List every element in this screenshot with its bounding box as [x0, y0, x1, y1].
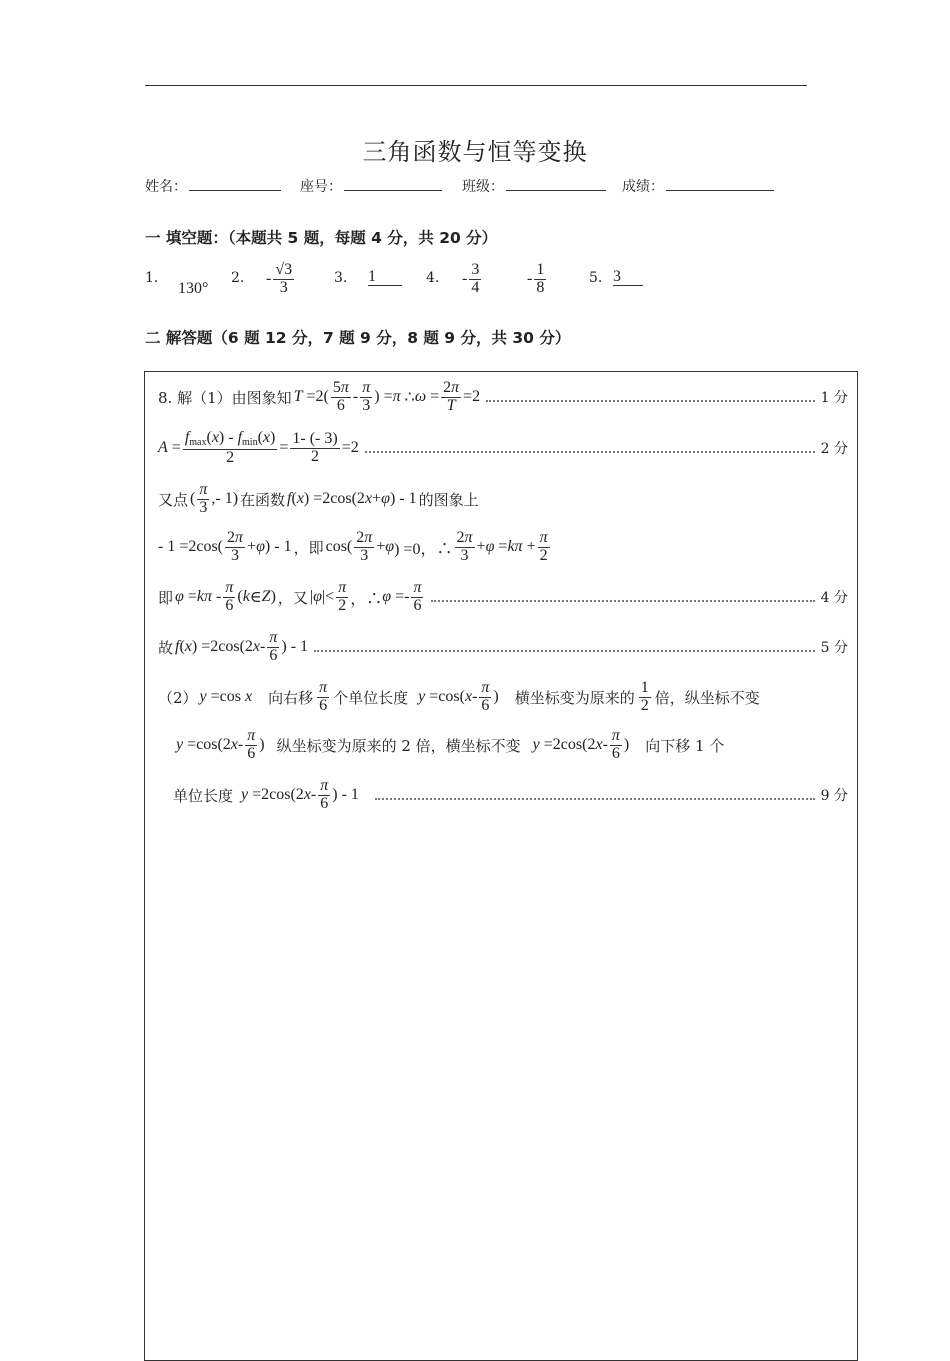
solution-line-7 — [158, 680, 848, 715]
answer3-value — [368, 268, 402, 286]
answer4-no: 4. — [426, 270, 440, 286]
l7-text-b: 向右移 — [268, 688, 314, 707]
l9-math: y =2cos(2 x - $\frac{\pi}{6}$ ) - 1 — [241, 777, 359, 812]
answer3-no: 3. — [334, 270, 348, 286]
l4-math-b: cos( $\frac{2\pi}{3}$ + φ ) =0，∴ $\frac{2\pi}{3}$ + φ = kπ + $\frac{\pi}{2}$ — [325, 529, 548, 564]
l3-text-c: 的图象上 — [418, 490, 479, 509]
answer4-sign1: - — [462, 270, 468, 288]
answer1-value: 130° — [178, 280, 209, 297]
l7-math-b: y =cos( x - $\frac{\pi}{6}$ ) — [418, 679, 499, 714]
l7-math-a: y =cos x — [199, 688, 253, 706]
solution-line-5 — [158, 580, 848, 615]
answer4-den1: 4 — [471, 278, 480, 296]
l3-func: f(x) =2cos(2x+φ) - 1 — [287, 490, 417, 508]
answer4-den2: 8 — [536, 278, 545, 296]
l7-text-e: 倍，纵坐标不变 — [654, 688, 760, 707]
answer4-sign2: - — [527, 270, 533, 288]
name-label: 姓名： — [145, 179, 187, 195]
section2-heading: 二 解答题（6 题 12 分，7 题 9 分，8 题 9 分，共 30 分） — [145, 329, 571, 347]
l1-math: T =2( $\frac{5\pi}{6}$ - $\frac{\pi}{3}$ ) = π ∴ ω = $\frac{2\pi}{T}$ =2 — [293, 379, 481, 414]
answer5-text: 3 — [613, 268, 627, 286]
section1-heading: 一 填空题：（本题共 5 题，每题 4 分，共 20 分） — [145, 229, 498, 247]
answer4-expr-b — [527, 262, 548, 297]
solution-box — [144, 371, 858, 1361]
l9-text: 单位长度 — [173, 786, 234, 805]
answer4-fraction2 — [534, 262, 546, 297]
score-label: 成绩： — [622, 179, 664, 195]
answer2-fraction — [273, 262, 294, 297]
l6-text: 故 — [158, 638, 174, 657]
answer4-expr-a — [462, 262, 483, 297]
class-field — [462, 176, 606, 196]
answer4-num1: 3 — [471, 261, 480, 278]
answer5-value — [613, 268, 643, 286]
l7-text-a: （2） — [158, 688, 198, 707]
name-blank — [189, 176, 281, 191]
l9-dots — [375, 798, 815, 800]
l5-dots — [431, 600, 814, 602]
l6-score: 5 分 — [820, 640, 848, 657]
l6-dots — [314, 650, 815, 652]
answer2-no: 2. — [231, 270, 245, 286]
l2-score: 2 分 — [820, 441, 848, 458]
l5-math-b: | φ |< $\frac{\pi}{2}$ ，∴ φ =- $\frac{\pi}{6}$ — [309, 579, 422, 614]
l8-math-a: y =cos(2 x - $\frac{\pi}{6}$ ) — [176, 727, 265, 762]
solution-line-9 — [173, 778, 848, 813]
l4-math-a: - 1 =2cos( $\frac{2\pi}{3}$ + φ ) - 1 — [158, 529, 292, 564]
l1-dots — [486, 400, 814, 402]
l2-math: A = $\frac{f_{max}(x) - f_{min}(x)}{2}$ = $\frac{1- (- 3)}{2}$ =2 — [158, 429, 359, 466]
l1-score: 1 分 — [820, 390, 848, 407]
answer4-num2: 1 — [536, 261, 545, 278]
l6-math: f ( x ) =2cos(2 x - $\frac{\pi}{6}$ ) - 1 — [175, 629, 309, 664]
l7-text-d: 横坐标变为原来的 — [514, 688, 635, 707]
answer2-num: √3 — [275, 261, 293, 278]
l8-math-b: y =2cos(2 x - $\frac{\pi}{6}$ ) — [532, 727, 630, 762]
solution-line-2 — [158, 430, 848, 466]
l5-math-a: φ = kπ - $\frac{\pi}{6}$ ( k ∈ Z ) — [175, 579, 276, 614]
score-field — [622, 176, 774, 196]
answer2-expr — [266, 262, 296, 297]
l9-score: 9 分 — [820, 788, 848, 805]
seat-label: 座号： — [300, 179, 342, 195]
score-blank — [666, 176, 774, 191]
name-field — [145, 176, 281, 196]
l7-text-c: 个单位长度 — [333, 688, 409, 707]
l1-prefix: 8. 解（1）由图象知 — [158, 388, 292, 407]
solution-line-6 — [158, 630, 848, 665]
seat-blank — [344, 176, 442, 191]
solution-line-1 — [158, 380, 848, 415]
l4-text: ，即 — [293, 538, 324, 557]
l2-dots — [365, 451, 815, 453]
answer2-den: 3 — [279, 278, 288, 296]
l7-half: $\frac{1}{2}$ — [640, 679, 649, 714]
answer4-fraction1 — [469, 262, 481, 297]
l3-point: ( $\frac{\pi}{3}$ ,- 1) — [190, 481, 239, 516]
l3-text-a: 又点 — [158, 490, 189, 509]
header-rule — [145, 85, 807, 86]
class-label: 班级： — [462, 179, 504, 195]
l5-text-a: 即 — [158, 588, 174, 607]
answer1-no: 1. — [145, 270, 159, 286]
l8-text-b: 向下移 1 个 — [645, 736, 725, 755]
l5-score: 4 分 — [820, 590, 848, 607]
l8-text-a: 纵坐标变为原来的 2 倍，横坐标不变 — [276, 736, 521, 755]
solution-line-3 — [158, 482, 479, 517]
l3-text-b: 在函数 — [240, 490, 286, 509]
l7-frac: $\frac{\pi}{6}$ — [319, 679, 328, 714]
class-blank — [506, 176, 606, 191]
page-title: 三角函数与恒等变换 — [362, 138, 588, 166]
answer5-no: 5. — [589, 270, 603, 286]
answer3-text: 1 — [368, 268, 382, 286]
solution-line-4 — [158, 530, 552, 565]
solution-line-8 — [176, 728, 724, 763]
seat-field — [300, 176, 442, 196]
answer2-sign: - — [266, 270, 272, 288]
l5-text-b: ，又 — [277, 588, 308, 607]
